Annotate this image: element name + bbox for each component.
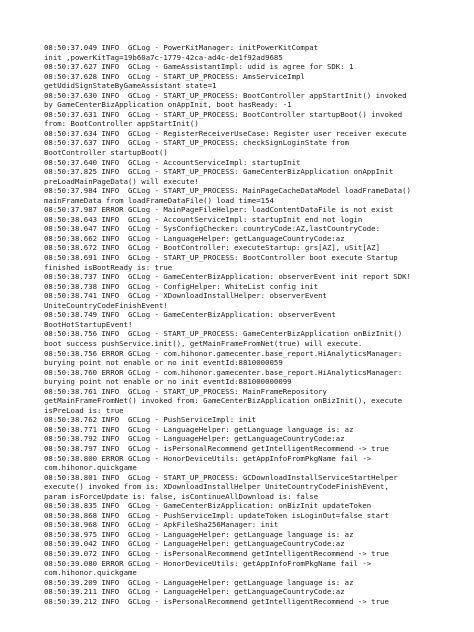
log-line: 08:50:37.630 INFO GCLog - START_UP_PROCESS: BootController appStartInit() invoked: [44, 90, 407, 100]
log-line: 08:50:38.760 ERROR GCLog - com.hihonor.gamecenter.base_report.HiAnalyticsManager:: [44, 367, 403, 377]
log-line: 08:50:37.984 INFO GCLog - START_UP_PROCESS: MainPageCacheDataModel loadFrameData(): [44, 186, 411, 196]
log-line: 08:50:38.756 ERROR GCLog - com.hihonor.gamecenter.base_report.HiAnalyticsManager:: [44, 348, 403, 358]
log-line: 08:50:37.628 INFO GCLog - START_UP_PROCESS: AmsServiceImpl: [44, 71, 305, 81]
log-line: 08:50:38.761 INFO GCLog - START_UP_PROCESS: MainFrameRepository: [44, 386, 327, 396]
log-line: 08:50:38.868 INFO GCLog - PushServiceImpl: updateToken isLoginOut=false start: [44, 510, 389, 520]
log-line: 08:50:37.631 INFO GCLog - START_UP_PROCESS: BootController startupBoot() invoked: [44, 109, 403, 119]
log-line: 08:50:38.835 INFO GCLog - GameCenterBizApplication: onBizInit updateToken: [44, 501, 372, 511]
log-line: 08:50:38.792 INFO GCLog - LanguageHelper: getLanguageCountryCode:az: [44, 434, 345, 444]
log-line: 08:50:39.072 INFO GCLog - isPersonalRecommend getIntelligentRecommend -> true: [44, 548, 389, 558]
log-line: by GameCenterBizApplication onAppInit, boot hasReady: -1: [44, 100, 292, 110]
log-line: com.hihonor.quickgame: [44, 463, 137, 473]
log-line: BootHotStartupEvent!: [44, 319, 133, 329]
log-line: mainFrameData from loadFrameDataFile() load time=154: [44, 195, 274, 205]
log-line: boot success pushService.init(), getMainFrameFromNet(true) will execute.: [44, 338, 363, 348]
log-line: from: BootController appStartInit(): [44, 119, 199, 129]
log-line: 08:50:38.672 INFO GCLog - BootController: executeStartup: grs[AZ], uSit[AZ]: [44, 243, 381, 253]
log-line: 08:50:38.738 INFO GCLog - ConfigHelper: WhiteList config init: [44, 281, 319, 291]
log-line: UniteCountryCodeFinishEvent!: [44, 300, 168, 310]
log-line: finished isBootReady is: true: [44, 262, 173, 272]
log-line: 08:50:37.634 INFO GCLog - RegisterReceiverUseCase: Register user receiver execute: [44, 128, 407, 138]
log-line: BootController startupBoot(): [44, 148, 168, 158]
log-line: 08:50:39.209 INFO GCLog - LanguageHelper: getLanguage language is: az: [44, 577, 354, 587]
log-line: 08:50:38.741 INFO GCLog - XDownloadInstallHelper: observerEvent: [44, 291, 327, 301]
log-line: isPreLoad is: true: [44, 405, 124, 415]
log-line: 08:50:38.801 INFO GCLog - START_UP_PROCESS: GCDownloadInstallServiceStartHelper: [44, 472, 398, 482]
log-line: 08:50:37.627 INFO GCLog - GameAssistantImpl: udid is agree for SDK: 1: [44, 62, 354, 72]
log-text: [44, 43, 469, 606]
log-line: 08:50:39.212 INFO GCLog - isPersonalRecommend getIntelligentRecommend -> true: [44, 596, 389, 606]
log-line: getMainFrameFromNet() invoked from: GameCenterBizApplication onBizInit(), execute: [44, 396, 403, 406]
log-line: 08:50:38.800 ERROR GCLog - HonorDeviceUtils: getAppInfoFromPkgName fail ->: [44, 453, 372, 463]
log-line: preLoadMainPageData() will execute!: [44, 176, 199, 186]
log-line: 08:50:38.756 INFO GCLog - START_UP_PROCESS: GameCenterBizApplication onBizInit(): [44, 329, 403, 339]
log-line: 08:50:38.975 INFO GCLog - LanguageHelper: getLanguage language is: az: [44, 529, 354, 539]
log-line: execute() invoked from is: XDownloadInstallHelper UniteCountryCodeFinishEvent,: [44, 482, 389, 492]
log-line: 08:50:38.737 INFO GCLog - GameCenterBizApplication: observerEvent init report SDK!: [44, 272, 411, 282]
log-line: 08:50:38.647 INFO GCLog - SysConfigChecker: countryCode:AZ,lastCountryCode:: [44, 224, 381, 234]
log-line: burying point not enable or no init eventId:8810000059: [44, 358, 283, 368]
log-line: 08:50:38.797 INFO GCLog - isPersonalRecommend getIntelligentRecommend -> true: [44, 443, 389, 453]
log-line: 08:50:37.987 ERROR GCLog - MainPageFileHelper: loadContentDataFile is not exist: [44, 205, 394, 215]
log-line: 08:50:38.749 INFO GCLog - GameCenterBizApplication: observerEvent: [44, 310, 336, 320]
log-line: 08:50:37.825 INFO GCLog - START_UP_PROCESS: GameCenterBizApplication onAppInit: [44, 167, 394, 177]
log-line: 08:50:38.662 INFO GCLog - LanguageHelper: getLanguageCountryCode:az: [44, 233, 345, 243]
log-line: 08:50:39.080 ERROR GCLog - HonorDeviceUtils: getAppInfoFromPkgName fail ->: [44, 558, 372, 568]
log-line: 08:50:39.042 INFO GCLog - LanguageHelper: getLanguageCountryCode:az: [44, 539, 345, 549]
log-line: burying point not enable or no init eventId:881000000099: [44, 377, 292, 387]
log-line: param isForceUpdate is: false, isContinueAllDownload is: false: [44, 491, 319, 501]
log-line: 08:50:37.637 INFO GCLog - START_UP_PROCESS: checkSignLoginState from: [44, 138, 350, 148]
log-line: 08:50:37.640 INFO GCLog - AccountServiceImpl: startupInit: [44, 157, 301, 167]
log-line: 08:50:39.211 INFO GCLog - LanguageHelper: getLanguageCountryCode:az: [44, 587, 345, 597]
log-line: 08:50:38.691 INFO GCLog - START_UP_PROCESS: BootController boot execute Startup: [44, 253, 398, 263]
log-line: getUdidSignStateByGameAssistant state=1: [44, 81, 217, 91]
log-line: 08:50:38.771 INFO GCLog - LanguageHelper: getLanguage language is: az: [44, 424, 354, 434]
log-line: 08:50:38.968 INFO GCLog - ApkFileSha256Manager: init: [44, 520, 279, 530]
log-line: 08:50:38.643 INFO GCLog - AccountServiceImpl: startupInit end not login: [44, 214, 363, 224]
log-line: 08:50:38.762 INFO GCLog - PushServiceImpl: init: [44, 415, 257, 425]
log-line: 08:50:37.049 INFO GCLog - PowerKitManager: initPowerKitCompat: [44, 43, 319, 52]
log-line: init ,powerKitTag=19b60a7c-1779-42ca-ad4c-de1f92ad9685: [44, 52, 283, 62]
log-line: com.hihonor.quickgame: [44, 568, 137, 578]
